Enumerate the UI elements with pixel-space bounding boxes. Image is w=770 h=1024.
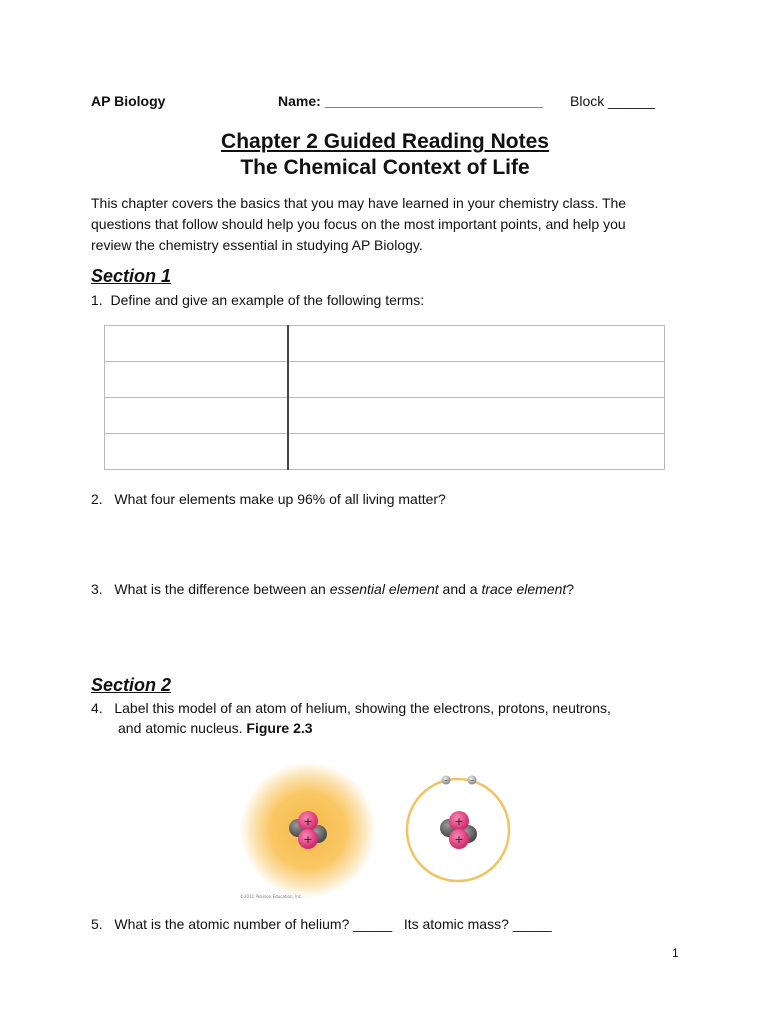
definition-cell[interactable] [288, 434, 665, 470]
table-row [105, 398, 665, 434]
block-row [570, 93, 655, 109]
chapter-title: Chapter 2 Guided Reading Notes [221, 130, 549, 153]
terms-table [104, 325, 665, 470]
name-blank[interactable]: ____________________________ [324, 93, 543, 109]
figure-credit: ©2011 Pearson Education, Inc. [240, 894, 303, 899]
term-cell[interactable] [105, 362, 289, 398]
section-1-heading: Section 1 [91, 266, 172, 286]
table-row [105, 362, 665, 398]
definition-cell[interactable] [288, 326, 665, 362]
intro-paragraph: This chapter covers the basics that you may have learned in your chemistry class. The questions that follow should help you focus on the most important points, and help you review the chemistry essential in studying AP Biology. [91, 195, 627, 253]
minus-sign: – [470, 776, 474, 784]
name-row [278, 93, 543, 109]
block-blank[interactable]: ______ [608, 93, 655, 109]
definition-cell[interactable] [288, 398, 665, 434]
plus-sign: + [303, 833, 313, 846]
question-3: 3. What is the difference between an essential element and a trace element? [91, 581, 575, 597]
table-row [105, 434, 665, 470]
question-5: 5. What is the atomic number of helium? _____ Its atomic mass? _____ [91, 916, 552, 932]
term-cell[interactable] [105, 434, 289, 470]
plus-sign: + [454, 833, 464, 846]
question-4: 4. Label this model of an atom of helium, showing the electrons, protons, neutrons, and atomic nucleus. Figure 2.3 [91, 700, 611, 736]
plus-sign: + [454, 815, 464, 828]
nucleus-right [440, 811, 477, 849]
block-label: Block [570, 93, 605, 109]
section-2-heading: Section 2 [91, 675, 172, 695]
page-number: 1 [672, 946, 679, 960]
question-2: 2. What four elements make up 96% of all living matter? [91, 491, 446, 507]
helium-atom-figure [230, 760, 530, 910]
name-label: Name: [278, 93, 321, 109]
orbital-model [407, 776, 509, 882]
term-cell[interactable] [105, 326, 289, 362]
electron-cloud-model [240, 762, 376, 899]
minus-sign: – [444, 776, 448, 784]
term-cell[interactable] [105, 398, 289, 434]
table-row [105, 326, 665, 362]
chapter-subtitle: The Chemical Context of Life [240, 156, 530, 179]
question-1: 1. Define and give an example of the following terms: [91, 292, 425, 308]
course-label: AP Biology [91, 93, 166, 109]
definition-cell[interactable] [288, 362, 665, 398]
plus-sign: + [303, 815, 313, 828]
